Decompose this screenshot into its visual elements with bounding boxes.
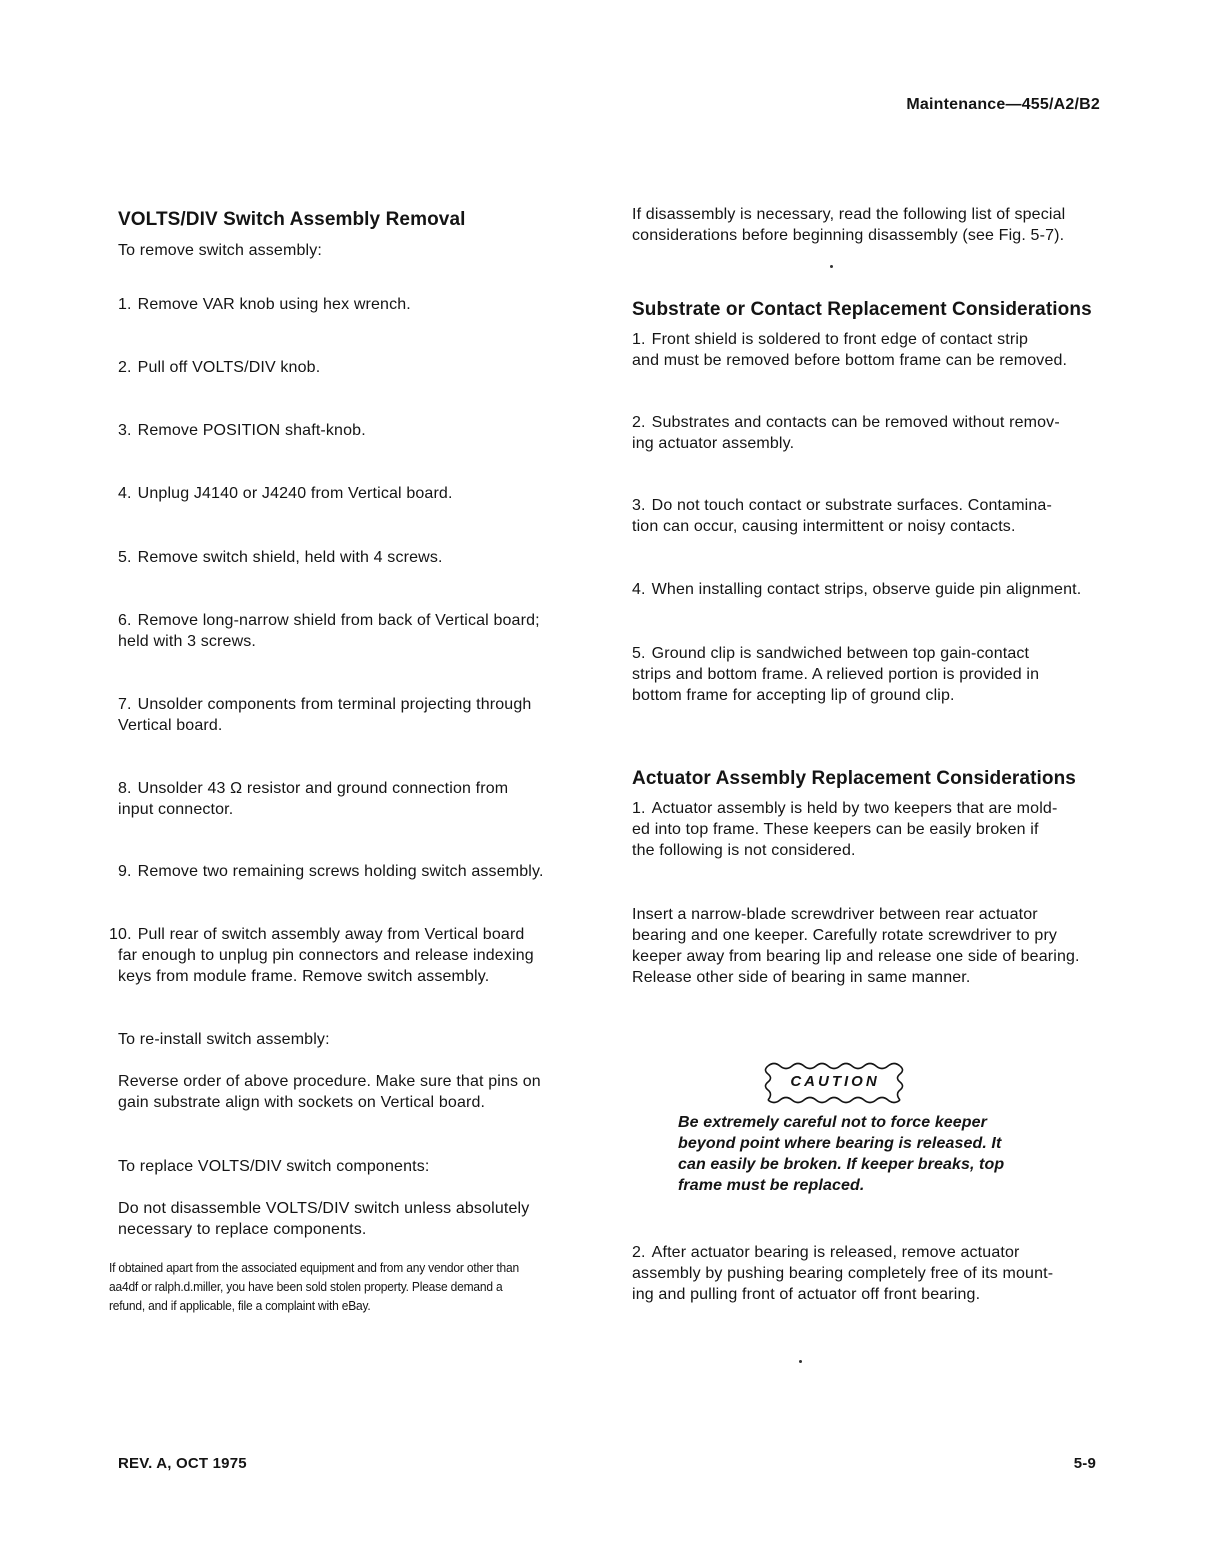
item-number: 1.	[632, 800, 646, 817]
step-text: Unsolder 43 Ω resistor and ground connection from	[137, 780, 509, 797]
substrate-item	[632, 579, 1081, 600]
item-text-continued: ed into top frame. These keepers can be easily broken if	[632, 821, 1039, 838]
item-text: Do not touch contact or substrate surfaces. Contamina-	[651, 497, 1052, 514]
caution-line: Be extremely careful not to force keeper	[678, 1114, 988, 1131]
item-number: 2.	[632, 1244, 646, 1261]
step-number: 3.	[118, 422, 132, 439]
step-text-continued: held with 3 screws.	[118, 633, 257, 650]
caution-line: beyond point where bearing is released. It	[678, 1135, 1002, 1152]
insert-line: bearing and one keeper. Carefully rotate screwdriver to pry	[632, 927, 1058, 944]
revision-date: REV. A, OCT 1975	[118, 1455, 247, 1472]
caution-line: can easily be broken. If keeper breaks, top	[678, 1156, 1005, 1173]
item-text-continued: and must be removed before bottom frame can be removed.	[632, 352, 1068, 369]
step-text-continued: far enough to unplug pin connectors and release indexing	[118, 947, 534, 964]
page-header-title: Maintenance—455/A2/B2	[906, 96, 1100, 113]
step-text: Remove two remaining screws holding switch assembly.	[137, 863, 544, 880]
step-number: 4.	[118, 485, 132, 502]
reinstall-line: Reverse order of above procedure. Make sure that pins on	[118, 1073, 541, 1090]
insert-line: Insert a narrow-blade screwdriver between rear actuator	[632, 906, 1038, 923]
disclaimer-notice	[109, 1259, 519, 1316]
substrate-item	[632, 412, 1060, 454]
print-speck	[830, 265, 833, 268]
removal-step	[118, 357, 320, 378]
intro-line: considerations before beginning disassembly (see Fig. 5-7).	[632, 227, 1065, 244]
step-number: 2.	[118, 359, 132, 376]
insert-line: Release other side of bearing in same manner.	[632, 969, 971, 986]
item-text: Actuator assembly is held by two keepers that are mold-	[651, 800, 1058, 817]
removal-intro: To remove switch assembly:	[118, 242, 322, 259]
step-text: Remove VAR knob using hex wrench.	[137, 296, 411, 313]
item-text-continued: strips and bottom frame. A relieved portion is provided in	[632, 666, 1040, 683]
item-text: Ground clip is sandwiched between top gain-contact	[651, 645, 1030, 662]
reinstall-instructions	[118, 1071, 541, 1113]
disassembly-intro	[632, 204, 1065, 246]
removal-step	[118, 778, 508, 820]
caution-message	[678, 1112, 1004, 1196]
item-text-continued: bottom frame for accepting lip of ground clip.	[632, 687, 955, 704]
removal-step	[109, 924, 534, 987]
step-number: 6.	[118, 612, 132, 629]
step-text-continued: keys from module frame. Remove switch assembly.	[118, 968, 490, 985]
step-number: 9.	[118, 863, 132, 880]
substrate-item	[632, 643, 1039, 706]
item-text: After actuator bearing is released, remove actuator	[651, 1244, 1020, 1261]
step-number: 8.	[118, 780, 132, 797]
step-text-continued: input connector.	[118, 801, 234, 818]
caution-line: frame must be replaced.	[678, 1177, 865, 1194]
step-text: Remove long-narrow shield from back of Vertical board;	[137, 612, 540, 629]
disclaimer-line: refund, and if applicable, file a complaint with eBay.	[109, 1299, 371, 1313]
removal-step	[118, 861, 544, 882]
actuator-item	[632, 1242, 1053, 1305]
item-text-continued: assembly by pushing bearing completely free of its mount-	[632, 1265, 1054, 1282]
print-speck	[799, 1360, 802, 1363]
step-text: Remove POSITION shaft-knob.	[137, 422, 366, 439]
replace-intro: To replace VOLTS/DIV switch components:	[118, 1158, 430, 1175]
substrate-item	[632, 329, 1067, 371]
step-text: Remove switch shield, held with 4 screws.	[137, 549, 443, 566]
item-text-continued: ing and pulling front of actuator off front bearing.	[632, 1286, 981, 1303]
section-heading-actuator: Actuator Assembly Replacement Considerations	[632, 768, 1076, 789]
disclaimer-line: If obtained apart from the associated equipment and from any vendor other than	[109, 1261, 519, 1275]
step-text-continued: Vertical board.	[118, 717, 223, 734]
removal-step	[118, 483, 453, 504]
section-heading-switch-removal: VOLTS/DIV Switch Assembly Removal	[118, 209, 466, 230]
removal-step	[118, 694, 531, 736]
step-number: 10.	[109, 926, 132, 943]
caution-box	[764, 1060, 906, 1106]
removal-step	[118, 610, 540, 652]
intro-line: If disassembly is necessary, read the following list of special	[632, 206, 1066, 223]
replace-line: Do not disassemble VOLTS/DIV switch unless absolutely	[118, 1200, 530, 1217]
actuator-item	[632, 798, 1057, 861]
substrate-item	[632, 495, 1052, 537]
insert-screwdriver-instructions	[632, 904, 1080, 988]
step-number: 7.	[118, 696, 132, 713]
item-number: 2.	[632, 414, 646, 431]
item-text: Substrates and contacts can be removed without remov-	[651, 414, 1060, 431]
item-number: 3.	[632, 497, 646, 514]
item-number: 5.	[632, 645, 646, 662]
step-text: Unplug J4140 or J4240 from Vertical board.	[137, 485, 453, 502]
item-number: 1.	[632, 331, 646, 348]
removal-step	[118, 294, 411, 315]
disclaimer-line: aa4df or ralph.d.miller, you have been sold stolen property. Please demand a	[109, 1280, 503, 1294]
item-text-continued: tion can occur, causing intermittent or noisy contacts.	[632, 518, 1016, 535]
step-number: 1.	[118, 296, 132, 313]
replace-instructions	[118, 1198, 529, 1240]
step-text: Pull off VOLTS/DIV knob.	[137, 359, 321, 376]
step-text: Pull rear of switch assembly away from Vertical board	[137, 926, 525, 943]
removal-step	[118, 547, 443, 568]
replace-line: necessary to replace components.	[118, 1221, 367, 1238]
insert-line: keeper away from bearing lip and release one side of bearing.	[632, 948, 1080, 965]
item-text-continued: the following is not considered.	[632, 842, 856, 859]
step-text: Unsolder components from terminal projecting through	[137, 696, 532, 713]
item-text: Front shield is soldered to front edge of contact strip	[651, 331, 1029, 348]
item-number: 4.	[632, 581, 646, 598]
removal-step	[118, 420, 366, 441]
section-heading-substrate: Substrate or Contact Replacement Considerations	[632, 299, 1092, 320]
caution-label: CAUTION	[790, 1073, 880, 1090]
step-number: 5.	[118, 549, 132, 566]
page-number: 5-9	[1073, 1455, 1096, 1472]
item-text: When installing contact strips, observe guide pin alignment.	[651, 581, 1082, 598]
reinstall-line: gain substrate align with sockets on Vertical board.	[118, 1094, 486, 1111]
reinstall-intro: To re-install switch assembly:	[118, 1031, 330, 1048]
item-text-continued: ing actuator assembly.	[632, 435, 795, 452]
